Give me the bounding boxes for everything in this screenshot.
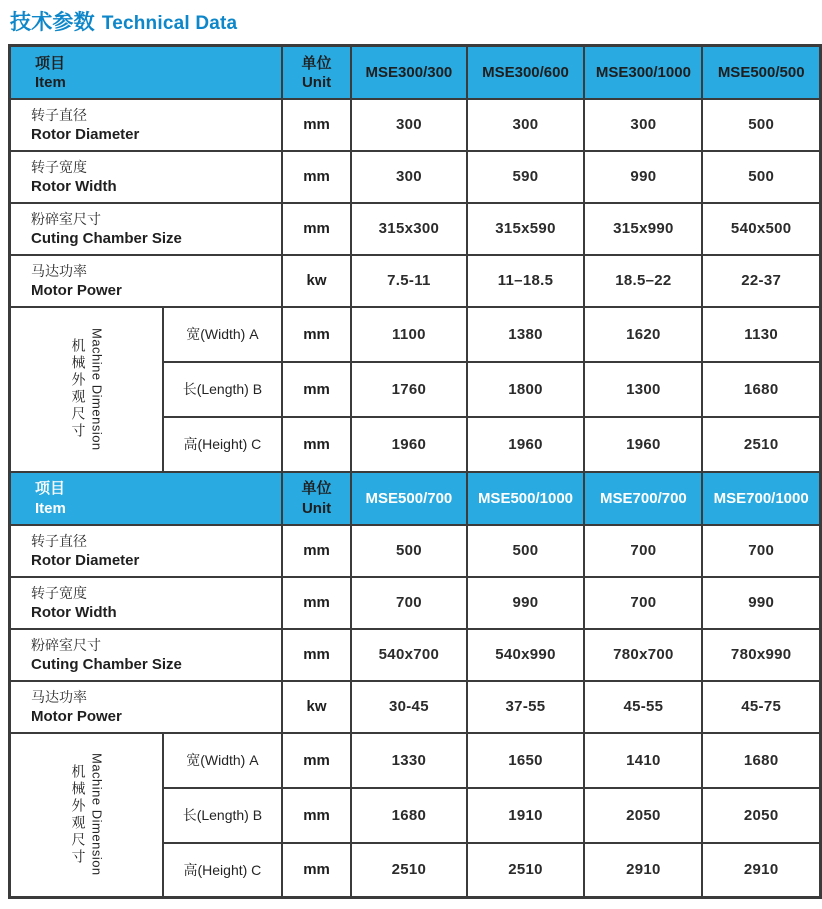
value-cell: 300 xyxy=(351,99,466,151)
unit-header-cell xyxy=(282,472,352,525)
label-en: Item xyxy=(35,499,66,517)
value-cell: 780x990 xyxy=(702,629,820,681)
label-en: Rotor Width xyxy=(31,177,117,195)
dimension-sublabel-cell: 长(Length) B xyxy=(163,788,282,843)
value-cell: 540x500 xyxy=(702,203,820,255)
model-header-cell: MSE300/600 xyxy=(467,46,585,99)
table-row xyxy=(10,99,821,151)
value-cell: 990 xyxy=(467,577,585,629)
value-cell: 7.5-11 xyxy=(351,255,466,307)
label-zh: 单位 xyxy=(301,480,332,498)
value-cell: 700 xyxy=(351,577,466,629)
label-zh: 项目 xyxy=(35,54,66,72)
value-cell: 990 xyxy=(584,151,702,203)
value-cell: 1760 xyxy=(351,362,466,417)
value-cell: 540x700 xyxy=(351,629,466,681)
value-cell: 2910 xyxy=(702,843,820,898)
label-en: Cuting Chamber Size xyxy=(31,655,182,673)
label-zh: 粉碎室尺寸 xyxy=(31,637,101,654)
value-cell: 30-45 xyxy=(351,681,466,733)
dimension-sublabel-cell: 宽(Width) A xyxy=(163,733,282,788)
item-label-cell xyxy=(10,151,282,203)
unit-cell: mm xyxy=(282,788,352,843)
item-header-cell xyxy=(10,472,282,525)
value-cell: 2050 xyxy=(584,788,702,843)
page-title xyxy=(10,6,822,36)
value-cell: 1680 xyxy=(702,733,820,788)
dimension-group-label xyxy=(11,753,162,876)
value-cell: 2510 xyxy=(702,417,820,472)
value-cell: 1960 xyxy=(584,417,702,472)
value-cell: 500 xyxy=(467,525,585,577)
label-zh: 马达功率 xyxy=(31,689,87,706)
model-header-cell: MSE500/700 xyxy=(351,472,466,525)
dimension-group-label-en: Machine Dimension xyxy=(89,327,105,451)
unit-cell: mm xyxy=(282,362,352,417)
value-cell: 18.5–22 xyxy=(584,255,702,307)
header-row xyxy=(10,472,821,525)
label-zh: 转子直径 xyxy=(31,533,87,550)
value-cell: 315x590 xyxy=(467,203,585,255)
value-cell: 45-55 xyxy=(584,681,702,733)
dimension-sublabel-cell: 高(Height) C xyxy=(163,843,282,898)
label-en: Motor Power xyxy=(31,281,122,299)
value-cell: 1650 xyxy=(467,733,585,788)
item-label-cell xyxy=(10,629,282,681)
unit-cell: mm xyxy=(282,577,352,629)
item-label-cell xyxy=(10,255,282,307)
value-cell: 1330 xyxy=(351,733,466,788)
unit-cell: kw xyxy=(282,681,352,733)
label-zh: 转子宽度 xyxy=(31,585,87,602)
value-cell: 22-37 xyxy=(702,255,820,307)
value-cell: 1800 xyxy=(467,362,585,417)
table-row xyxy=(10,255,821,307)
page-title-en: Technical Data xyxy=(101,13,238,34)
value-cell: 1380 xyxy=(467,307,585,362)
model-header-cell: MSE300/1000 xyxy=(584,46,702,99)
dimension-sublabel-cell: 长(Length) B xyxy=(163,362,282,417)
spec-table-section-2 xyxy=(10,472,821,898)
value-cell: 780x700 xyxy=(584,629,702,681)
value-cell: 1620 xyxy=(584,307,702,362)
value-cell: 45-75 xyxy=(702,681,820,733)
value-cell: 1100 xyxy=(351,307,466,362)
label-en: Rotor Diameter xyxy=(31,551,140,569)
value-cell: 700 xyxy=(702,525,820,577)
dimension-group-label-en: Machine Dimension xyxy=(89,753,105,877)
table-row xyxy=(10,629,821,681)
value-cell: 315x990 xyxy=(584,203,702,255)
unit-header-cell xyxy=(282,46,352,99)
item-label-cell xyxy=(10,99,282,151)
value-cell: 700 xyxy=(584,525,702,577)
value-cell: 315x300 xyxy=(351,203,466,255)
model-header-cell: MSE700/1000 xyxy=(702,472,820,525)
value-cell: 2510 xyxy=(351,843,466,898)
label-en: Cuting Chamber Size xyxy=(31,229,182,247)
label-en: Item xyxy=(35,73,66,91)
value-cell: 1300 xyxy=(584,362,702,417)
value-cell: 37-55 xyxy=(467,681,585,733)
label-zh: 单位 xyxy=(301,54,332,72)
header-row xyxy=(10,46,821,99)
label-en: Unit xyxy=(301,73,332,91)
value-cell: 2910 xyxy=(584,843,702,898)
value-cell: 1680 xyxy=(351,788,466,843)
item-label-cell xyxy=(10,577,282,629)
unit-cell: mm xyxy=(282,417,352,472)
item-label-cell xyxy=(10,203,282,255)
label-zh: 转子直径 xyxy=(31,107,87,124)
model-header-cell: MSE500/1000 xyxy=(467,472,585,525)
item-label-cell xyxy=(10,681,282,733)
value-cell: 11–18.5 xyxy=(467,255,585,307)
value-cell: 300 xyxy=(351,151,466,203)
label-en: Unit xyxy=(301,499,332,517)
unit-cell: mm xyxy=(282,843,352,898)
value-cell: 300 xyxy=(467,99,585,151)
dimension-row xyxy=(10,307,821,362)
dimension-sublabel-cell: 高(Height) C xyxy=(163,417,282,472)
item-header-cell xyxy=(10,46,282,99)
unit-cell: mm xyxy=(282,99,352,151)
value-cell: 990 xyxy=(702,577,820,629)
unit-cell: mm xyxy=(282,307,352,362)
label-en: Rotor Width xyxy=(31,603,117,621)
unit-cell: mm xyxy=(282,733,352,788)
value-cell: 1910 xyxy=(467,788,585,843)
unit-cell: mm xyxy=(282,151,352,203)
label-zh: 项目 xyxy=(35,480,66,498)
dimension-group-label xyxy=(11,328,162,451)
technical-data-table xyxy=(8,44,822,899)
dimension-sublabel-cell: 宽(Width) A xyxy=(163,307,282,362)
value-cell: 1410 xyxy=(584,733,702,788)
dimension-group-cell xyxy=(10,733,164,898)
value-cell: 1130 xyxy=(702,307,820,362)
value-cell: 1680 xyxy=(702,362,820,417)
table-row xyxy=(10,681,821,733)
label-en: Rotor Diameter xyxy=(31,125,140,143)
unit-cell: kw xyxy=(282,255,352,307)
spec-table-section-1 xyxy=(10,46,821,472)
value-cell: 700 xyxy=(584,577,702,629)
unit-cell: mm xyxy=(282,525,352,577)
table-row xyxy=(10,203,821,255)
page-title-zh: 技术参数 xyxy=(10,11,95,34)
dimension-group-label-zh: 机械外观尺寸 xyxy=(70,337,87,440)
dimension-group-cell xyxy=(10,307,164,472)
value-cell: 2510 xyxy=(467,843,585,898)
label-zh: 马达功率 xyxy=(31,263,87,280)
model-header-cell: MSE500/500 xyxy=(702,46,820,99)
value-cell: 500 xyxy=(702,99,820,151)
value-cell: 540x990 xyxy=(467,629,585,681)
label-zh: 粉碎室尺寸 xyxy=(31,211,101,228)
unit-cell: mm xyxy=(282,629,352,681)
value-cell: 500 xyxy=(702,151,820,203)
model-header-cell: MSE700/700 xyxy=(584,472,702,525)
model-header-cell: MSE300/300 xyxy=(351,46,466,99)
value-cell: 300 xyxy=(584,99,702,151)
item-label-cell xyxy=(10,525,282,577)
value-cell: 1960 xyxy=(351,417,466,472)
dimension-group-label-zh: 机械外观尺寸 xyxy=(70,763,87,866)
unit-cell: mm xyxy=(282,203,352,255)
table-row xyxy=(10,577,821,629)
dimension-row xyxy=(10,733,821,788)
value-cell: 500 xyxy=(351,525,466,577)
value-cell: 1960 xyxy=(467,417,585,472)
table-row xyxy=(10,151,821,203)
value-cell: 2050 xyxy=(702,788,820,843)
label-zh: 转子宽度 xyxy=(31,159,87,176)
value-cell: 590 xyxy=(467,151,585,203)
table-row xyxy=(10,525,821,577)
label-en: Motor Power xyxy=(31,707,122,725)
